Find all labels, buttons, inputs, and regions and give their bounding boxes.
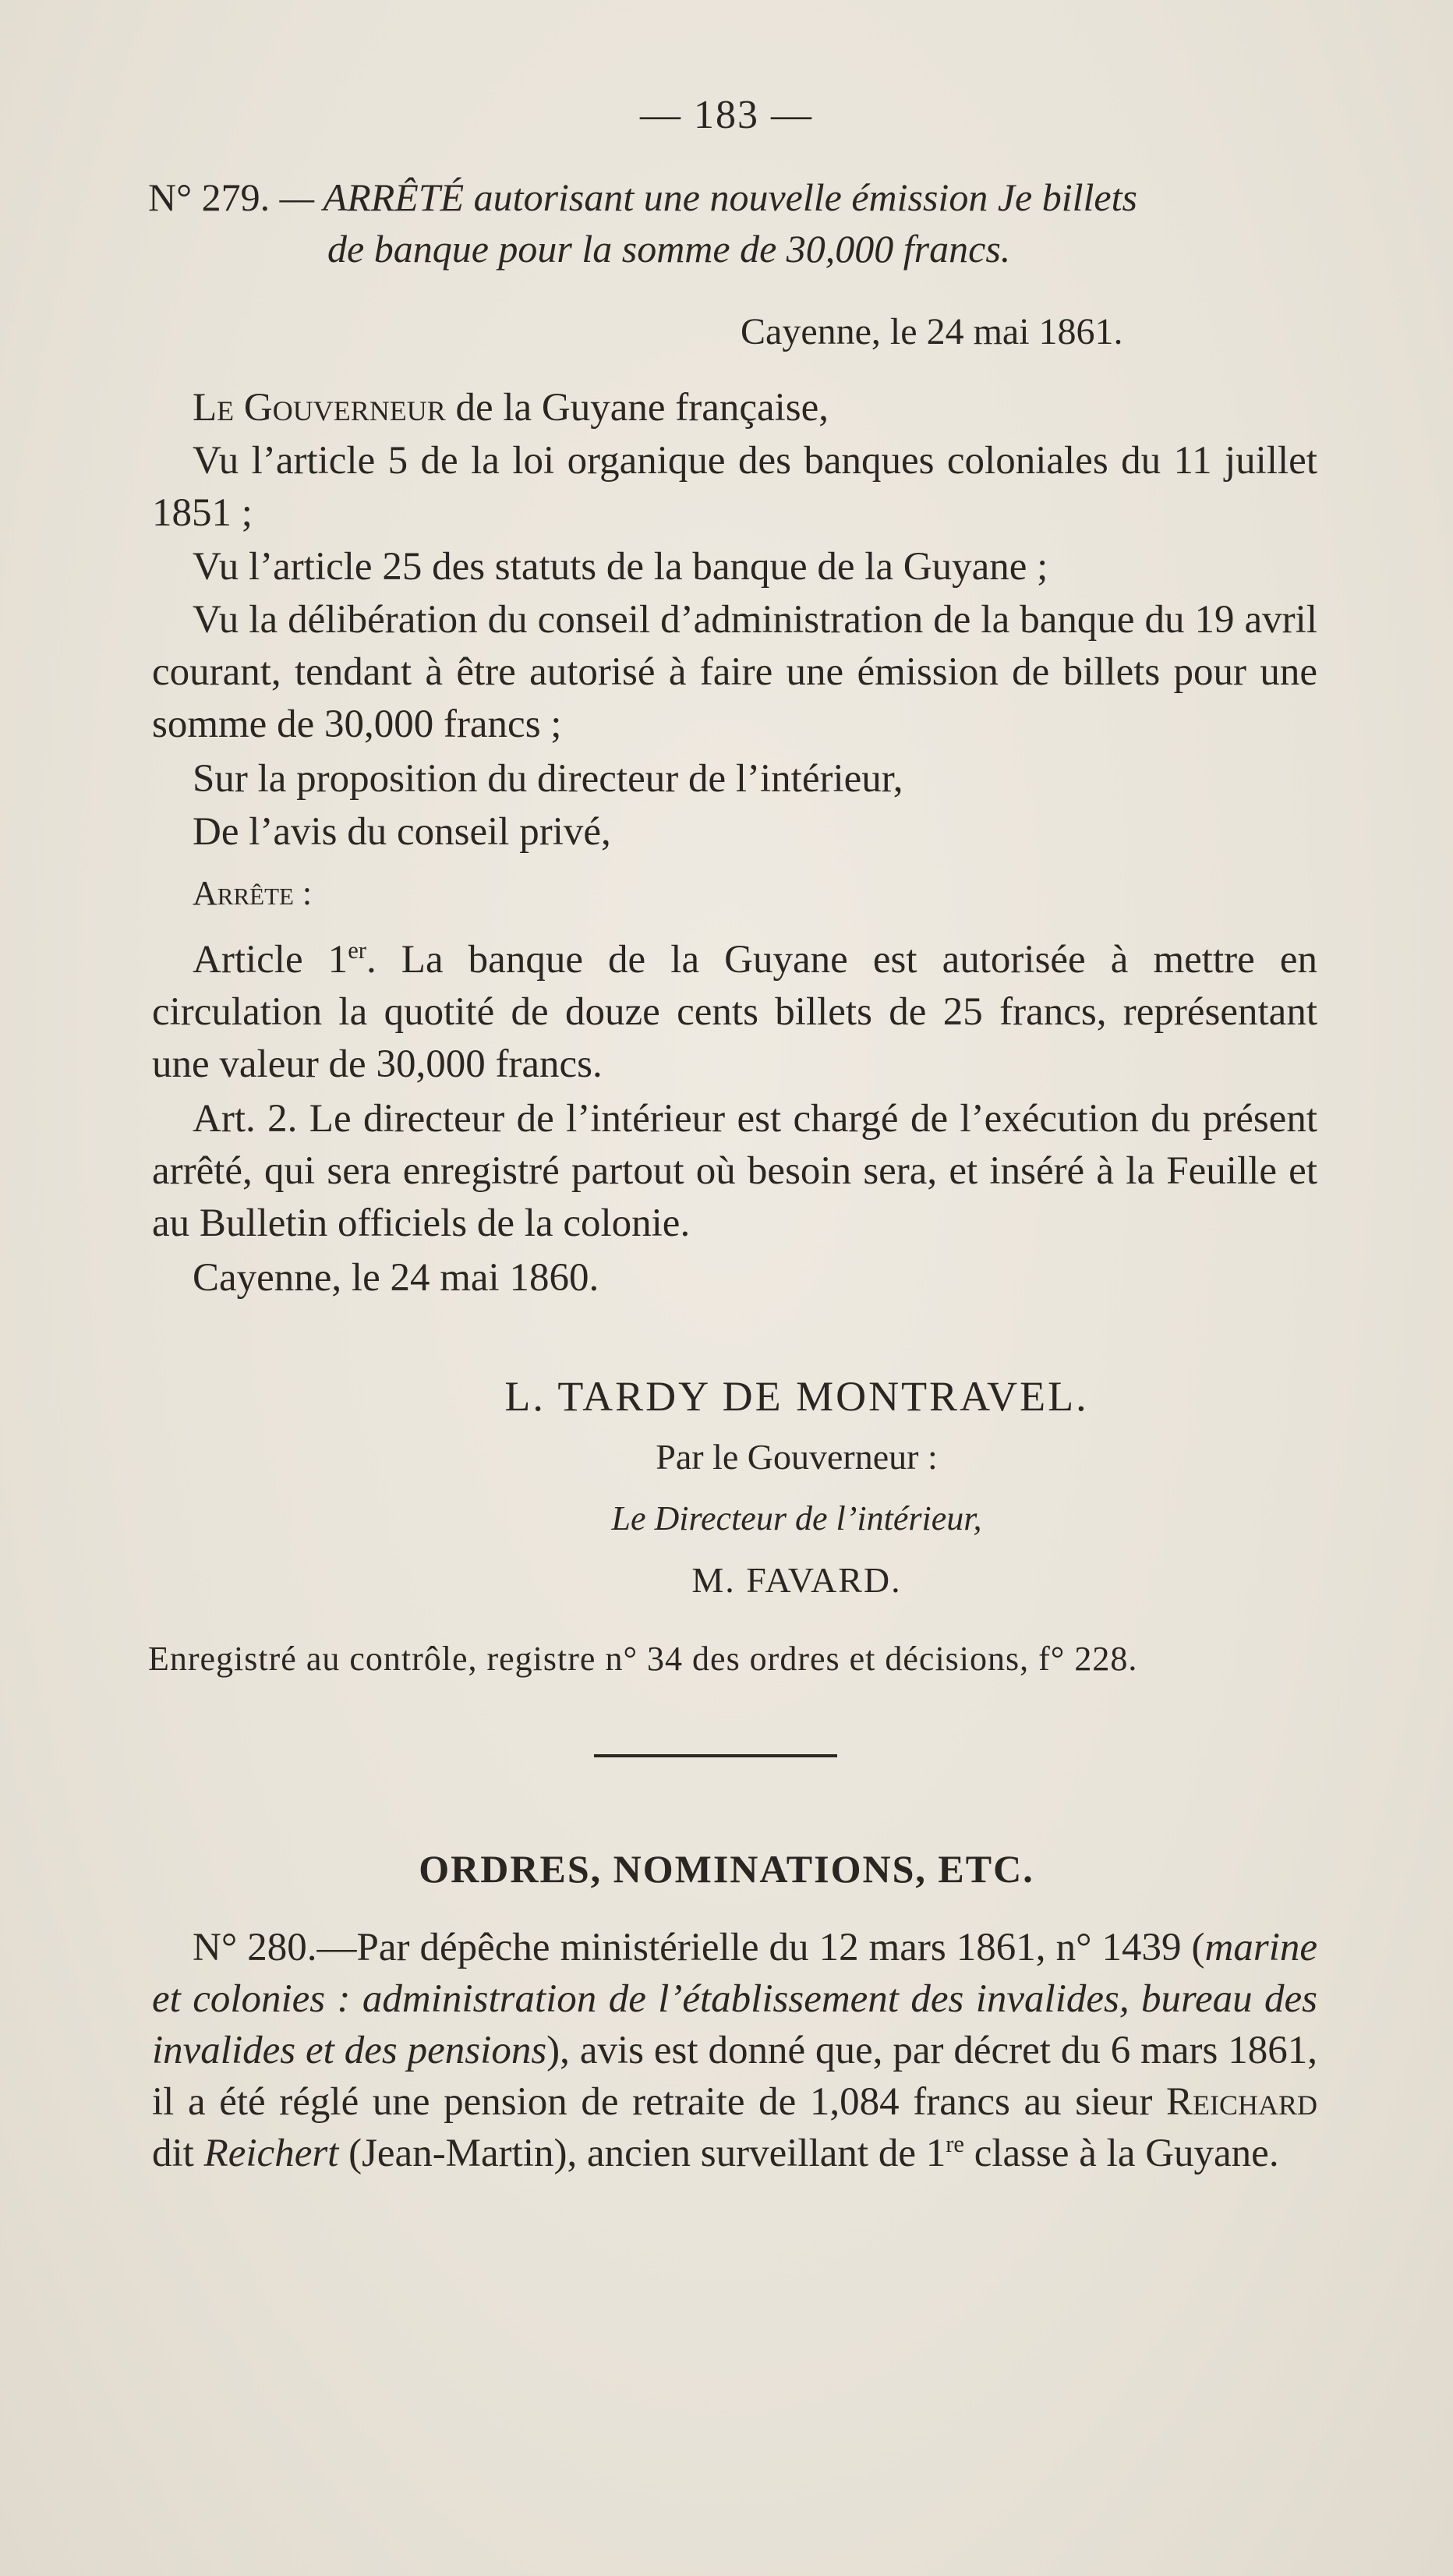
p280-sup: re bbox=[946, 2131, 964, 2157]
article-1 bbox=[152, 934, 1317, 1091]
section-divider bbox=[594, 1754, 837, 1757]
gouverneur-line bbox=[152, 382, 1317, 434]
title-line-2: de banque pour la somme de 30,000 francs. bbox=[327, 227, 1011, 271]
decree-title bbox=[148, 172, 1317, 274]
closing-date: Cayenne, le 24 mai 1860. bbox=[193, 1256, 599, 1300]
section-title: ORDRES, NOMINATIONS, ETC. bbox=[419, 1847, 1034, 1891]
article-1-sup: er bbox=[348, 937, 366, 964]
p280-tail: (Jean-Martin), ancien surveillant de 1 bbox=[338, 2132, 946, 2175]
p280-ministry: marine et colonies : administration de l’établissement des invalides, bureau des invalides et des pensions bbox=[152, 1926, 1317, 2072]
registration-note: Enregistré au contrôle, registre n° 34 des ordres et décisions, f° 228. bbox=[148, 1640, 1138, 1678]
p280-lead: N° 280.—Par dépêche ministérielle du 12 mars 1861, n° 1439 ( bbox=[193, 1926, 1205, 1969]
decree-number: N° 279. bbox=[148, 175, 270, 219]
gouverneur-label: Le Gouverneur bbox=[193, 386, 446, 430]
favard-signature: M. FAVARD. bbox=[691, 1560, 902, 1600]
article-1-text: . La banque de la Guyane est autorisée à mettre en circulation la quotité de douze cents billets de 25 francs, représentant une valeur de 30,000 francs. bbox=[152, 938, 1317, 1086]
p280-dit: dit bbox=[152, 2132, 204, 2175]
dateline: Cayenne, le 24 mai 1861. bbox=[741, 311, 1123, 352]
paragraph-280 bbox=[152, 1922, 1317, 2179]
arrete-heading: Arrête : bbox=[193, 874, 313, 912]
sur-paragraph: Sur la proposition du directeur de l’intérieur, bbox=[193, 757, 903, 801]
gouverneur-rest: de la Guyane française, bbox=[445, 386, 829, 430]
title-line-1 bbox=[148, 172, 1317, 223]
vu-paragraph-1: Vu l’article 5 de la loi organique des banques coloniales du 11 juillet 1851 ; bbox=[152, 439, 1317, 535]
p280-end: classe à la Guyane. bbox=[964, 2132, 1279, 2175]
p280-name: Reichard bbox=[1165, 2080, 1317, 2124]
p280-mid: ), avis est donné que, par décret du 6 mars 1861, il a été réglé une pension de retraite de 1,084 francs au sieur bbox=[152, 2029, 1317, 2124]
avis-paragraph: De l’avis du conseil privé, bbox=[193, 810, 611, 854]
vu-paragraph-2: Vu l’article 25 des statuts de la banque de la Guyane ; bbox=[193, 545, 1048, 589]
article-2: Art. 2. Le directeur de l’intérieur est chargé de l’exécution du présent arrêté, qui sera enregistré partout où besoin sera, et inséré à la Feuille et au Bulletin officiels de la colonie. bbox=[152, 1097, 1317, 1245]
signatory-name: L. TARDY DE MONTRAVEL. bbox=[504, 1373, 1089, 1420]
par-le-gouverneur: Par le Gouverneur : bbox=[656, 1437, 938, 1477]
page-number: — 183 — bbox=[640, 93, 813, 137]
article-1-label: Article 1 bbox=[193, 938, 348, 982]
p280-alias: Reichert bbox=[203, 2132, 339, 2175]
decree-title-text: — ARRÊTÉ autorisant une nouvelle émission Je billets bbox=[279, 175, 1137, 219]
directeur-title: Le Directeur de l’intérieur, bbox=[611, 1499, 982, 1537]
vu-paragraph-3: Vu la délibération du conseil d’administration de la banque du 19 avril courant, tendant à être autorisé à faire une émission de billets pour une somme de 30,000 francs ; bbox=[152, 598, 1317, 746]
